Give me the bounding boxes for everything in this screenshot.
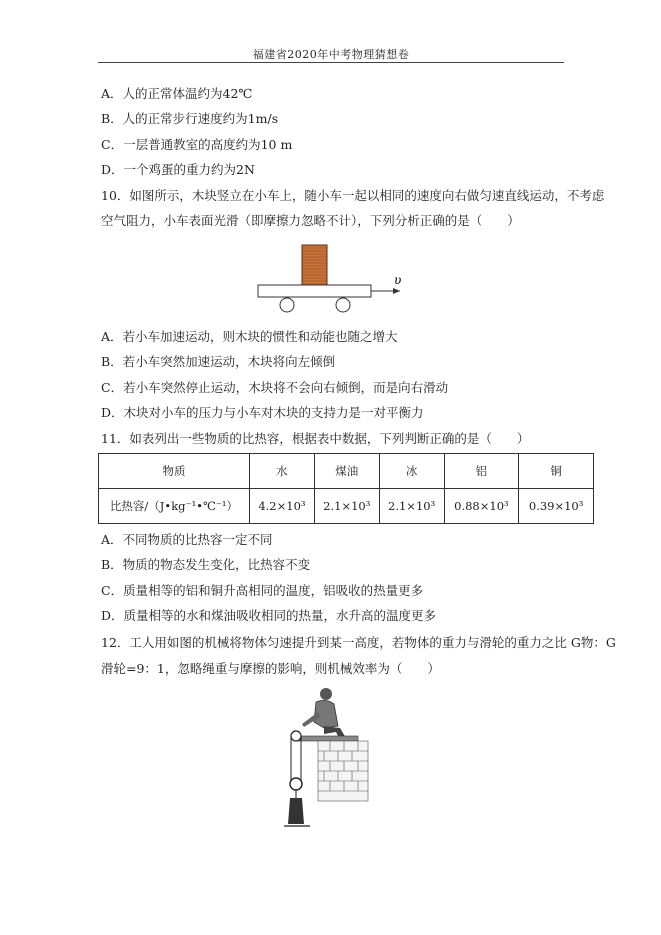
table-header-cell: 物质 [99, 454, 250, 489]
table-header-cell: 铜 [519, 454, 594, 489]
q11-option-a: A．不同物质的比热容一定不同 [101, 532, 273, 547]
q11-option-c: C．质量相等的铝和铜升高相同的温度，铝吸收的热量更多 [101, 583, 424, 598]
q9-option-a: A．人的正常体温约为42℃ [101, 86, 253, 101]
movable-pulley [290, 778, 302, 790]
specific-heat-table [98, 453, 594, 524]
brick-wall [318, 741, 368, 801]
cart-board [258, 285, 371, 297]
load-weight [288, 798, 304, 824]
worker-head [320, 688, 332, 700]
table-header-cell: 水 [250, 454, 315, 489]
q10-option-a: A．若小车加速运动，则木块的惯性和动能也随之增大 [101, 329, 398, 344]
q10-stem-line2: 空气阻力，小车表面光滑（即摩擦力忽略不计），下列分析正确的是（ ） [101, 213, 520, 228]
table-header-cell: 煤油 [314, 454, 379, 489]
velocity-label: υ [394, 273, 402, 287]
table-cell: 2.1×10³ [379, 489, 444, 524]
page-header: 福建省2020年中考物理猜想卷 [252, 48, 410, 61]
platform [298, 736, 358, 741]
q9-option-c: C．一层普通教室的高度约为10 m [101, 137, 293, 152]
table-cell: 2.1×10³ [314, 489, 379, 524]
q12-stem-line2: 滑轮=9：1，忽略绳重与摩擦的影响，则机械效率为（ ） [101, 661, 440, 676]
q11-option-b: B．物质的物态发生变化，比热容不变 [101, 557, 311, 572]
table-row [99, 454, 594, 489]
q10-option-c: C．若小车突然停止运动，木块将不会向右倾倒，而是向右滑动 [101, 380, 449, 395]
table-cell: 4.2×10³ [250, 489, 315, 524]
cart-wheel-left [280, 298, 294, 312]
q11-stem: 11．如表列出一些物质的比热容，根据表中数据，下列判断正确的是（ ） [101, 431, 530, 446]
q12-stem-line1: 12．工人用如图的机械将物体匀速提升到某一高度，若物体的重力与滑轮的重力之比 G物：G [101, 635, 616, 650]
fixed-pulley [291, 731, 301, 741]
q10-option-d: D．木块对小车的压力与小车对木块的支持力是一对平衡力 [101, 405, 424, 420]
pulley-worker-figure [280, 684, 380, 834]
cart-block-figure [250, 240, 420, 320]
header-rule [98, 62, 564, 63]
q9-option-b: B．人的正常步行速度约为1m/s [101, 111, 279, 126]
table-header-cell: 冰 [379, 454, 444, 489]
q11-option-d: D．质量相等的水和煤油吸收相同的热量，水升高的温度更多 [101, 608, 437, 623]
table-row [99, 489, 594, 524]
wood-block [302, 245, 327, 285]
table-cell: 0.88×10³ [444, 489, 519, 524]
table-header-cell: 铝 [444, 454, 519, 489]
table-cell: 0.39×10³ [519, 489, 594, 524]
q10-stem-line1: 10．如图所示，木块竖立在小车上，随小车一起以相同的速度向右做匀速直线运动，不考虑 [101, 188, 605, 203]
cart-wheel-right [336, 298, 350, 312]
table-row-label: 比热容/（J•kg⁻¹•℃⁻¹） [99, 489, 250, 524]
q10-option-b: B．若小车突然加速运动，木块将向左倾倒 [101, 354, 336, 369]
q9-option-d: D．一个鸡蛋的重力约为2N [101, 162, 255, 177]
